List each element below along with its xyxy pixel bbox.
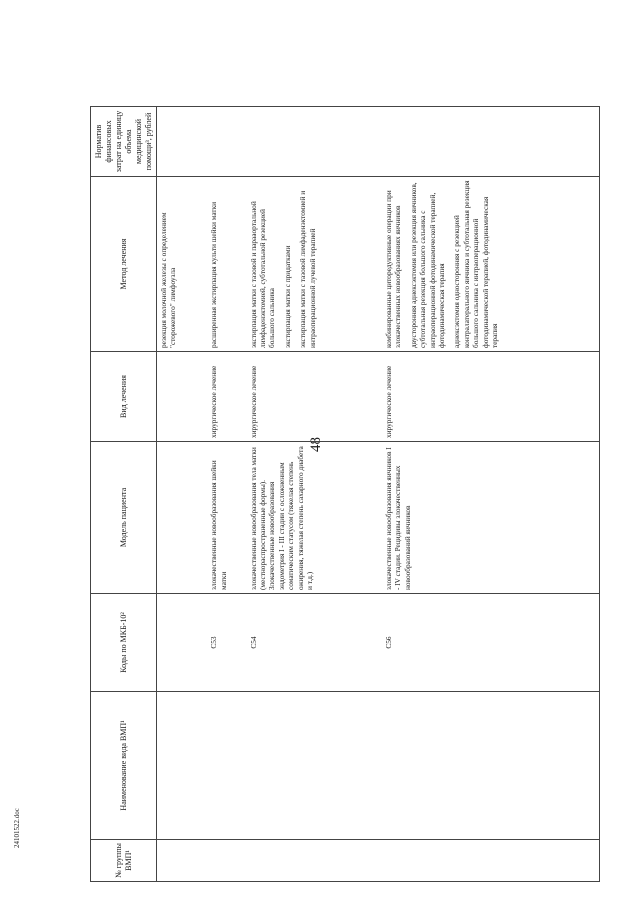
header-cost-norm: Норматив финансовых затрат на единицу объема медицинской помощи³, рублей <box>91 107 157 177</box>
method-item: резекция молочной железы с определением "сторожевого" лимфоузла <box>159 212 178 348</box>
document-footer: 24101522.doc <box>13 808 21 848</box>
header-icd-codes: Коды по МКБ-10² <box>91 594 157 692</box>
table-row <box>382 107 600 882</box>
cell-treatment-method <box>382 177 600 352</box>
method-item: экстирпация матки с придатками <box>282 245 292 348</box>
cell-cost-norm <box>207 107 246 177</box>
header-patient-model: Модель пациента <box>91 442 157 594</box>
cell-cost-norm <box>157 107 208 177</box>
cell-icd-code: C56 <box>382 594 600 692</box>
cell-treatment-type <box>157 352 208 442</box>
cell-group-number <box>207 840 246 882</box>
table-header-row <box>91 107 157 882</box>
method-item: расширенная экстирпация культи шейки матки <box>209 201 219 348</box>
cell-group-number <box>247 840 382 882</box>
method-item: двусторонняя аднексэктомия или резекция яичников, субтотальная резекция большого сальника с интраоперационной фотодинамической терапией, фотодинамическая терапия <box>408 182 446 348</box>
cell-icd-code: C54 <box>247 594 382 692</box>
header-treatment-type: Вид лечения <box>91 352 157 442</box>
rotated-table-sheet <box>90 107 600 882</box>
cell-patient-model: злокачественные новообразования шейки матки <box>207 442 246 594</box>
method-item: комбинированные циторедуктивные операции при злокачественных новообразованиях яичников <box>383 190 403 348</box>
table-row <box>207 107 246 882</box>
cell-vmp-name <box>382 692 600 840</box>
table-row <box>247 107 382 882</box>
header-group-number: № группы ВМП¹ <box>91 840 157 882</box>
method-item: аднексэктомия односторонняя с резекцией контралатерального яичника и субтотальная резекция большого сальника с интраоперационной фотодинамической терапией, фотодинамическая терапия <box>452 180 499 348</box>
cell-treatment-type: хирургическое лечение <box>207 352 246 442</box>
cell-cost-norm <box>247 107 382 177</box>
cell-treatment-method <box>157 177 208 352</box>
cell-vmp-name <box>157 692 208 840</box>
cell-vmp-name <box>207 692 246 840</box>
cell-group-number <box>157 840 208 882</box>
header-treatment-method: Метод лечения <box>91 177 157 352</box>
cell-treatment-type: хирургическое лечение <box>247 352 382 442</box>
cell-icd-code <box>157 594 208 692</box>
method-item: экстирпация матки с тазовой лимфаденэктомией и интраоперационной лучевой терапией <box>298 190 317 348</box>
cell-treatment-method <box>207 177 246 352</box>
table-row <box>157 107 208 882</box>
header-vmp-name: Наименование вида ВМП¹ <box>91 692 157 840</box>
cell-treatment-method <box>247 177 382 352</box>
cell-patient-model <box>157 442 208 594</box>
method-item: экстирпация матки с тазовой и парааортальной лимфаденэктомией, субтотальной резекцией большого сальника <box>248 201 277 348</box>
cell-icd-code: C53 <box>207 594 246 692</box>
cell-patient-model: злокачественные новообразования яичников I - IV стадии. Рецидивы злокачественных новообразований яичников <box>382 442 600 594</box>
cell-group-number <box>382 840 600 882</box>
vmp-table <box>90 106 600 882</box>
cell-patient-model: злокачественные новообразования тела матки (местнораспространенные формы). Злокачественные новообразования эндометрия I - III стадии с осложненным соматическим статусом (тяжелая степень ожирения, тяжелая степень сахарного диабета и т.д.) <box>247 442 382 594</box>
cell-treatment-type: хирургическое лечение <box>382 352 600 442</box>
cell-cost-norm <box>382 107 600 177</box>
cell-vmp-name <box>247 692 382 840</box>
page-number: 48 <box>308 437 324 452</box>
